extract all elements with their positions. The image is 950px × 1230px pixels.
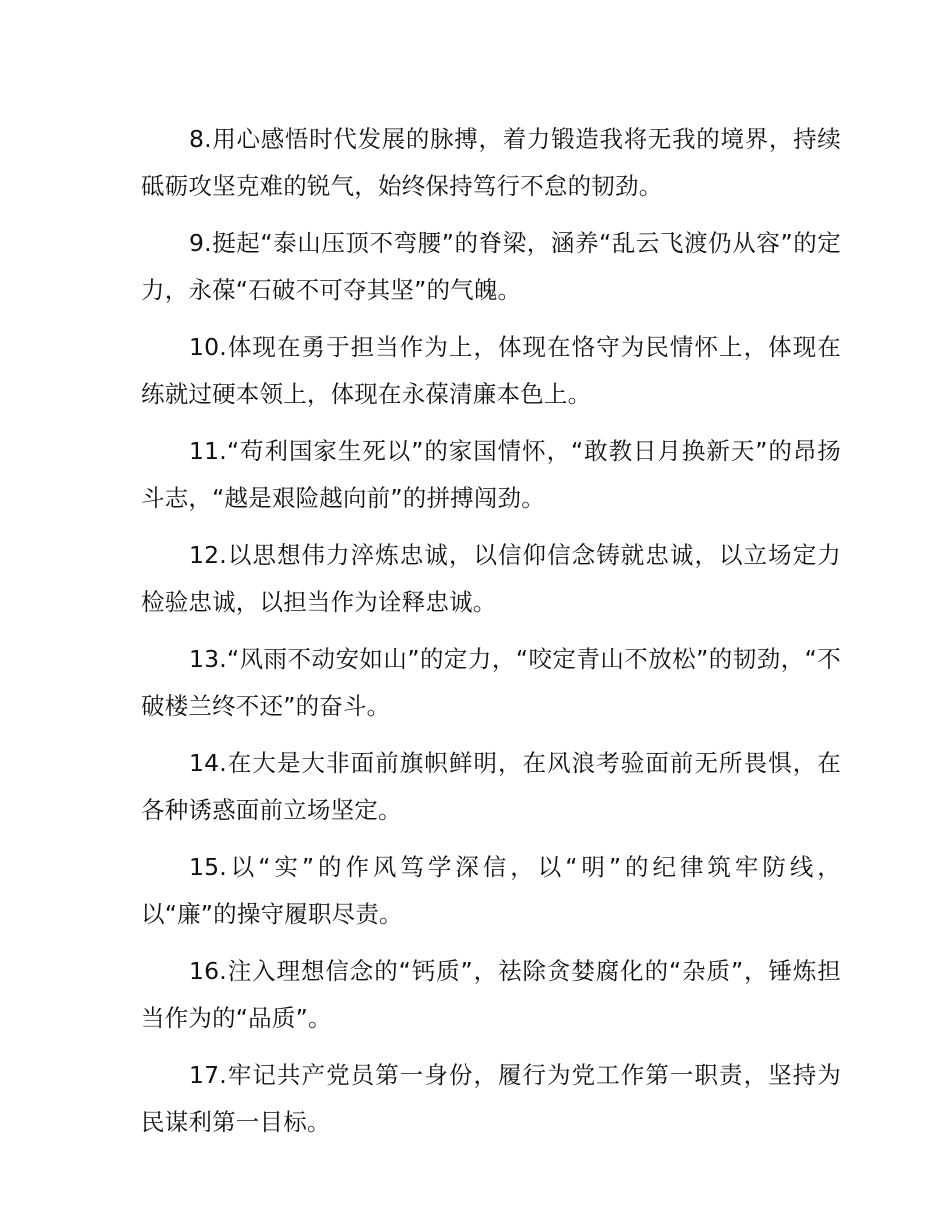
paragraph-13: 13.“风雨不动安如山”的定力，“咬定青山不放松”的韧劲，“不破楼兰终不还”的奋斗。 [141,645,841,720]
paragraph-15: 15.以“实”的作风笃学深信，以“明”的纪律筑牢防线，以“廉”的操守履职尽责。 [141,853,841,928]
document-body [141,116,841,1156]
paragraph-9: 9.挺起“泰山压顶不弯腰”的脊梁，涵养“乱云飞渡仍从容”的定力，永葆“石破不可夺其坚”的气魄。 [141,229,841,304]
paragraph-11: 11.“苟利国家生死以”的家国情怀，“敢教日月换新天”的昂扬斗志，“越是艰险越向前”的拼搏闯劲。 [141,437,841,512]
paragraph-8: 8.用心感悟时代发展的脉搏，着力锻造我将无我的境界，持续砥砺攻坚克难的锐气，始终保持笃行不怠的韧劲。 [141,125,841,200]
paragraph-14: 14.在大是大非面前旗帜鲜明，在风浪考验面前无所畏惧，在各种诱惑面前立场坚定。 [141,749,841,824]
paragraph-12: 12.以思想伟力淬炼忠诚，以信仰信念铸就忠诚，以立场定力检验忠诚，以担当作为诠释忠诚。 [141,541,841,616]
paragraph-10: 10.体现在勇于担当作为上，体现在恪守为民情怀上，体现在练就过硬本领上，体现在永葆清廉本色上。 [141,333,841,408]
paragraph-16: 16.注入理想信念的“钙质”，祛除贪婪腐化的“杂质”，锤炼担当作为的“品质”。 [141,957,841,1032]
paragraph-17: 17.牢记共产党员第一身份，履行为党工作第一职责，坚持为民谋利第一目标。 [141,1061,841,1136]
